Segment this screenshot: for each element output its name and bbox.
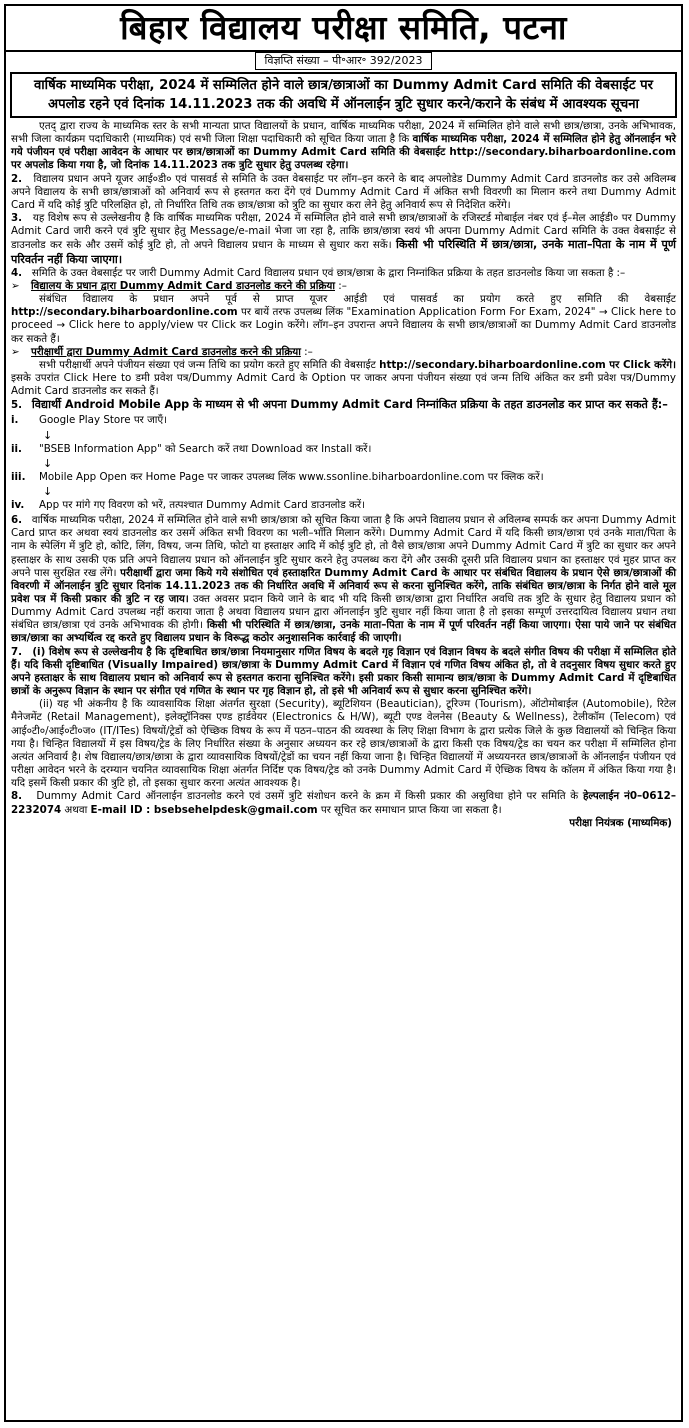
step-key: iv. — [11, 498, 25, 511]
step-key: iii. — [11, 470, 26, 483]
school-procedure-text-b: पर बायें तरफ उपलब्ध लिंक "Examination Application Form For Exam, 2024" → Click here to proceed → Click here to apply/view पर Click कर Login करेंगे। लॉग–इन उपरान्त अपने विद्यालय के सभी छात्र/छात्राओं का Dummy Admit Card डाउनलोड कर सकते हैं। — [11, 306, 676, 345]
paragraph-3-text: यह विशेष रूप से उल्लेखनीय है कि वार्षिक माध्यमिक परीक्षा, 2024 में सम्मिलित होने वाले सभी छात्र/छात्राओं के रजिस्टर्ड मोबाईल नंबर एवं ई–मेल आईडी० पर Dummy Admit Card जारी करने एवं त्रुटि सुधार हेतु Message/e-mail भेजा जा रहा है, ताकि छात्र/छात्रा स्वयं भी अपना Dummy Admit Card समिति के उक्त वेबसाईट से डाउनलोड कर सके और उसमें कोई त्रुटि हो, तो अपने विद्यालय प्रधान के माध्यम से सुधार करा सकें। — [11, 212, 677, 252]
step-text: Mobile App Open कर Home Page पर जाकर उपलब्ध लिंक www.ssonline.biharboardonline.com पर क्लिक करें। — [39, 470, 544, 483]
reference-number-text: विज्ञप्ति संख्या – पी॰आर॰ 392/2023 — [255, 52, 431, 70]
signature-designation: परीक्षा नियंत्रक (माध्यमिक) — [569, 816, 672, 829]
paragraph-6-text: वार्षिक माध्यमिक परीक्षा, 2024 में सम्मिलित होने वाले सभी छात्र/छात्रा को सूचित किया जाता है कि अपने विद्यालय प्रधान से अविलम्ब सम्पर्क कर अपना Dummy Admit Card प्राप्त कर अथवा स्वयं डाउनलोड कर उसमें अंकित सभी विवरण का भली–भाँति मिलान करेंगे। Dummy Admit Card में यदि किसी छात्र/छात्रा एवं उनके माता/पिता के नाम के स्पेलिंग में त्रुटि हो, कोटि, लिंग, विषय, जन्म तिथि, फोटो या हस्ताक्षर आदि में कोई त्रुटि हो, तो वैसे छात्र/छात्रा अपने Dummy Admit Card में त्रुटि का सुधार कर अपने हस्ताक्षर के साथ उसकी एक प्रति अपने विद्यालय प्रधान को ऑनलाईन त्रुटि सुधार करने हेतु उपलब्ध करा देंगे और उसकी दूसरी प्रति विद्यालय प्रधान का हस्ताक्षर एवं मुहर प्राप्त कर अपने पास सुरक्षित रख लेंगे। — [11, 514, 677, 579]
helpdesk-email[interactable]: E-mail ID : bsebsehelpdesk@gmail.com — [90, 803, 318, 816]
step-text: App पर मांगे गए विवरण को भरें, तत्पश्चात Dummy Admit Card डाउनलोड करें। — [39, 498, 366, 511]
notice-body — [6, 120, 681, 830]
paragraph-6 — [11, 514, 676, 646]
notice-subject: वार्षिक माध्यमिक परीक्षा, 2024 में सम्मिलित होने वाले छात्र/छात्राओं का Dummy Admit Card समिति की वेबसाईट पर अपलोड रहने एवं दिनांक 14.11.2023 तक की अवधि में ऑनलाईन त्रुटि सुधार करने/कराने के संबंध में आवश्यक सूचना — [10, 72, 677, 118]
notice-page — [4, 4, 683, 1422]
school-procedure-text — [11, 293, 676, 346]
app-step-1 — [11, 414, 676, 427]
paragraph-7-part-ii: (ii) यह भी अंकनीय है कि व्यावसायिक शिक्षा अंतर्गत सुरक्षा (Security), ब्यूटिशियन (Beautician), टूरिज्म (Tourism), ऑटोमोबाईल (Automobile), रिटेल मैनेजमेंट (Retail Management), इलेक्ट्रॉनिक्स एण्ड हार्डवेयर (Electronics & H/W), ब्यूटी एण्ड वेलनेस (Beauty & Wellness), टेलीकॉम (Telecom) एवं आई०टी०/आई०टी०ज० (IT/ITes) विषयों/ट्रेडों को ऐच्छिक विषय के रूप में पठन–पाठन की व्यवस्था के लिए शिक्षा विभाग के द्वारा प्रत्येक जिले के कुछ विद्यालयों को चिन्हित किया गया है। चिन्हित विद्यालयों में इस विषय/ट्रेड के लिए निर्धारित संख्या के अनुसार अध्ययन कर रहे छात्र/छात्राओं के द्वारा किसी एक विषय/ट्रेड का चयन कर परीक्षा में सम्मिलित होना अत्यंत अनिवार्य है। शेष विद्यालय/छात्र/छात्रा के द्वारा व्यावसायिक विषयों/ट्रेडों का चयन नहीं किया जाना है। चिन्हित विद्यालयों में अध्ययनरत छात्र/छात्राओं के ऑनलाईन पंजीयन एवं परीक्षा आवेदन भरने के दरम्यान चयनित व्यावसायिक शिक्षा अंतर्गत निर्दिष्ट एक विषय/ट्रेड को उनके Dummy Admit Card में ऐच्छिक विषय के कॉलम में अंकित किया गया है। यदि इसमें किसी प्रकार की त्रुटि हो, तो इसका सुधार करना अत्यंत आवश्यक है। — [11, 698, 676, 790]
paragraph-1 — [11, 120, 676, 173]
paragraph-3-num: 3. — [11, 212, 23, 225]
step-key: i. — [11, 414, 19, 427]
bullet-arrow-icon: ➢ — [11, 345, 20, 358]
bullet-arrow-icon: ➢ — [11, 279, 20, 292]
paragraph-7-num: 7. — [11, 645, 23, 658]
down-arrow-icon: ↓ — [43, 428, 53, 442]
paragraph-6-bold-2: किसी भी परिस्थिति में छात्र/छात्रा, उनके माता–पिता के नाम में पूर्ण परिवर्तन नहीं किया जाएगा। ऐसा पाये जाने पर संबंधित छात्र/छात्रा का अभ्यर्थित्व रद्द करते हुए विद्यालय प्रधान के विरूद्ध कठोर अनुशासनिक कार्रवाई की जाएगी। — [11, 619, 677, 645]
paragraph-8 — [11, 790, 676, 816]
paragraph-7 — [11, 646, 676, 699]
student-procedure-text — [11, 359, 676, 398]
paragraph-6-num: 6. — [11, 514, 23, 527]
paragraph-3-bold: किसी भी परिस्थिति में छात्र/छात्रा, उनके माता–पिता के नाम में पूर्ण परिवर्तन नहीं किया जाएगा। — [11, 238, 676, 266]
student-procedure-text-a: सभी परीक्षार्थी अपने पंजीयन संख्या एवं जन्म तिथि का प्रयोग करते हुए समिति की वेबसाईट — [39, 358, 380, 371]
paragraph-1-text: एतद् द्वारा राज्य के माध्यमिक स्तर के सभी मान्यता प्राप्त विद्यालयों के प्रधान, वार्षिक माध्यमिक परीक्षा, 2024 में सम्मिलित होने वाले सभी छात्र/छात्रा, उनके अभिभावक, सभी जिला कार्यक्रम पदाधिकारी (माध्यमिक) एवं सभी जिला शिक्षा पदाधिकारी को सूचित किया जाता है कि — [11, 120, 676, 146]
paragraph-4-num: 4. — [11, 266, 23, 279]
app-step-4 — [11, 499, 676, 512]
student-url-link[interactable]: http://secondary.biharboardonline.com पर Click करेंगे। — [379, 358, 676, 371]
student-procedure-text-b: इसके उपरांत Click Here to डमी प्रवेश पत्र/Dummy Admit Card के Option पर जाकर अपना पंजीयन संख्या एवं जन्म तिथि अंकित कर डमी प्रवेश पत्र/Dummy Admit Card डाउनलोड कर सकते हैं। — [11, 371, 676, 398]
helpline-number: हेल्पलाईन नं0–0612–2232074 — [11, 790, 676, 816]
paragraph-8-text: Dummy Admit Card ऑनलाईन डाउनलोड करने एवं उसमें त्रुटि संशोधन करने के क्रम में किसी प्रकार की असुविधा होने पर समिति के — [36, 790, 583, 803]
app-step-2 — [11, 443, 676, 456]
notice-title: बिहार विद्यालय परीक्षा समिति, पटना — [6, 6, 681, 52]
paragraph-8-text-2: अथवा — [61, 803, 91, 816]
paragraph-5-num: 5. — [11, 399, 23, 412]
paragraph-1-bold: वार्षिक माध्यमिक परीक्षा, 2024 में सम्मिलित होने हेतु ऑनलाईन भरे गये पंजीयन एवं परीक्षा आवेदन के आधार पर छात्र/छात्राओं का Dummy Admit Card समिति की वेबसाईट http://secondary.biharboardonline.com पर अपलोड किया गया है, जो दिनांक 14.11.2023 तक त्रुटि सुधार हेतु उपलब्ध रहेगा। — [11, 133, 676, 172]
paragraph-8-num: 8. — [11, 790, 23, 803]
school-url-link[interactable]: http://secondary.biharboardonline.com — [11, 306, 238, 319]
paragraph-2-num: 2. — [11, 172, 23, 185]
paragraph-8-text-3: पर सूचित कर समाधान प्राप्त किया जा सकता है। — [317, 803, 502, 816]
step-text: "BSEB Information App" को Search करें तथा Download कर Install करें। — [39, 442, 372, 455]
down-arrow-icon: ↓ — [43, 484, 53, 498]
app-step-3 — [11, 471, 676, 484]
paragraph-4-text: समिति के उक्त वेबसाईट पर जारी Dummy Admit Card विद्यालय प्रधान एवं छात्र/छात्रा के द्वारा निम्नांकित प्रक्रिया के तहत डाउनलोड किया जा सकता है :– — [31, 266, 626, 279]
step-text: Google Play Store पर जाएँ। — [39, 414, 168, 427]
paragraph-6-text-2: उक्त अवसर प्रदान किये जाने के बाद भी यदि किसी छात्र/छात्रा द्वारा निर्धारित अवधि तक त्रुटि के सुधार हेतु विद्यालय प्रधान को Dummy Admit Card उपलब्ध नहीं कराया जाता है अथवा विद्यालय प्रधान द्वारा ऑनलाईन त्रुटि सुधार नहीं किया जाता है तो इसका सम्पूर्ण उत्तरदायित्व विद्यालय प्रधान तथा संबंधित छात्र/छात्रा एवं उनके अभिभावक की होगी। — [11, 593, 676, 632]
paragraph-5-heading: विद्यार्थी Android Mobile App के माध्यम से भी अपना Dummy Admit Card निम्नांकित प्रक्रिया के तहत डाउनलोड कर प्राप्त कर सकते हैं:– — [31, 398, 668, 412]
down-arrow-icon: ↓ — [43, 456, 53, 470]
reference-number — [6, 52, 681, 70]
paragraph-7-ii — [11, 698, 676, 790]
student-procedure-title: परीक्षार्थी द्वारा Dummy Admit Card डाउनलोड करने की प्रक्रिया — [31, 345, 301, 358]
student-procedure-heading: ➢ परीक्षार्थी द्वारा Dummy Admit Card डाउनलोड करने की प्रक्रिया :– — [11, 345, 313, 358]
paragraph-4 — [11, 267, 676, 280]
paragraph-6-bold-1: परीक्षार्थी द्वारा जमा किये गये संशोधित एवं हस्ताक्षरित Dummy Admit Card के आधार पर संबंधित विद्यालय के प्रधान ऐसे छात्र/छात्राओं की विवरणी में ऑनलाईन त्रुटि सुधार दिनांक 14.11.2023 तक की निर्धारित अवधि में अनिवार्य रूप से करना सुनिश्चित करेंगे, ताकि संबंधित छात्र/छात्रा के निर्गत होने वाले मूल प्रवेश पत्र में किसी प्रकार की त्रुटि न रह जाय। — [11, 566, 676, 605]
paragraph-2 — [11, 173, 676, 212]
step-key: ii. — [11, 442, 22, 455]
paragraph-2-text: विद्यालय प्रधान अपने यूजर आई०डी० एवं पासवर्ड से समिति के उक्त वेबसाईट पर लॉग–इन करने के बाद अपलोडेड Dummy Admit Card डाउनलोड कर उसे अविलम्ब अपने विद्यालय के सभी छात्र/छात्राओं को अनिवार्य रूप से हस्तगत करा देंगे एवं Dummy Admit Card में अंकित सभी विवरणी का मिलान करने तथा Dummy Admit Card में यदि कोई त्रुटि परिलक्षित हो, तो निर्धारित तिथि तक छात्र/छात्रा को त्रुटि का सुधार करा लेने हेतु अनिवार्य रूप से निदेशित करेंगे। — [11, 172, 676, 211]
paragraph-5 — [11, 398, 676, 412]
paragraph-3 — [11, 212, 676, 267]
school-procedure-heading: ➢ विद्यालय के प्रधान द्वारा Dummy Admit Card डाउनलोड करने की प्रक्रिया :– — [11, 279, 347, 292]
school-procedure-title: विद्यालय के प्रधान द्वारा Dummy Admit Card डाउनलोड करने की प्रक्रिया — [31, 279, 335, 292]
school-procedure-text-a: संबंधित विद्यालय के प्रधान अपने पूर्व से प्राप्त यूजर आईडी एवं पासवर्ड का प्रयोग करते हुए समिति की वेबसाईट — [39, 293, 676, 306]
paragraph-7-part-i: (i) विशेष रूप से उल्लेखनीय है कि दृष्टिबाधित छात्र/छात्रा नियमानुसार गणित विषय के बदले गृह विज्ञान एवं विज्ञान विषय के बदले संगीत विषय की परीक्षा में सम्मिलित होते हैं। यदि किसी दृष्टिबाधित (Visually Impaired) छात्र/छात्रा के Dummy Admit Card में विज्ञान एवं गणित विषय अंकित हो, तो वे तदनुसार विषय सुधार करते हुए अपने हस्ताक्षर के साथ विद्यालय प्रधान को अनिवार्य रूप से हस्तगत कराना सुनिश्चित करेंगे। इसी प्रकार किसी सामान्य छात्र/छात्रा के Dummy Admit Card में दृष्टिबाधित छात्रों के अनुरूप विज्ञान के स्थान पर संगीत एवं गणित के स्थान पर गृह विज्ञान हो, तो इसे भी अनिवार्य रूप से सुधार करना सुनिश्चित करेंगे। — [11, 645, 676, 698]
